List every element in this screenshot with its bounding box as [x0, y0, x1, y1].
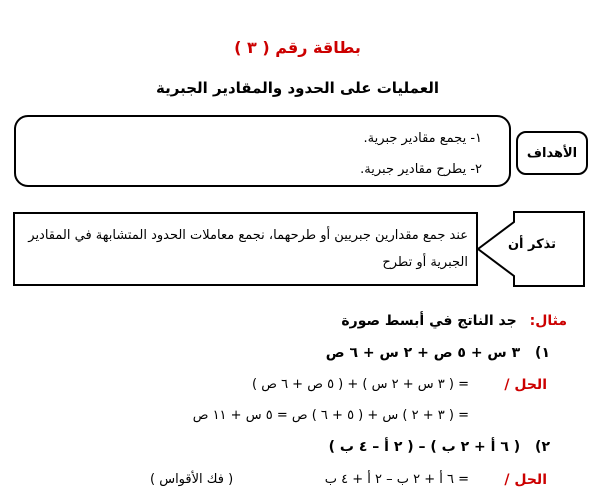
goals-label: الأهداف: [516, 131, 588, 175]
goal-item-2: ٢- يطرح مقادير جبرية.: [360, 162, 482, 177]
example-instruction: جد الناتج في أبسط صورة: [341, 313, 517, 329]
example-label: مثال:: [529, 313, 567, 329]
problem-number: ٢): [535, 439, 550, 455]
problem-expression: ٣ س + ٥ ص + ٢ س + ٦ ص: [325, 345, 521, 361]
solution-label-2: الحل /: [504, 472, 547, 488]
solution-2-line-1: = ٦ أ + ٢ ب – ٢ أ + ٤ ب: [324, 472, 469, 487]
solution-label-1: الحل /: [504, 377, 547, 393]
problem-1: [326, 345, 550, 361]
solution-1-line-1: = ( ٣ س + ٢ س ) + ( ٥ ص + ٦ ص ): [252, 377, 469, 392]
lesson-title: العمليات على الحدود والمقادير الجبرية: [156, 79, 439, 97]
problem-number: ١): [535, 345, 550, 361]
solution-2-note: ( فك الأقواس ): [150, 472, 234, 487]
card-title: بطاقة رقم ( ٣ ): [234, 38, 361, 57]
solution-1-line-2: = ( ٣ + ٢ ) س + ( ٥ + ٦ ) ص = ٥ س + ١١ ص: [192, 408, 469, 423]
problem-2: [329, 439, 550, 455]
example-heading: [341, 313, 567, 329]
remember-text: عند جمع مقدارين جبريين أو طرحهما، نجمع معاملات الحدود المتشابهة في المقادير الجبرية أو تطرح: [28, 228, 468, 270]
remember-label: تذكر أن: [507, 237, 557, 252]
goal-item-1: ١- يجمع مقادير جبرية.: [363, 131, 482, 146]
problem-expression: ( ٦ أ + ٢ ب ) – ( ٢ أ – ٤ ب ): [328, 439, 521, 455]
